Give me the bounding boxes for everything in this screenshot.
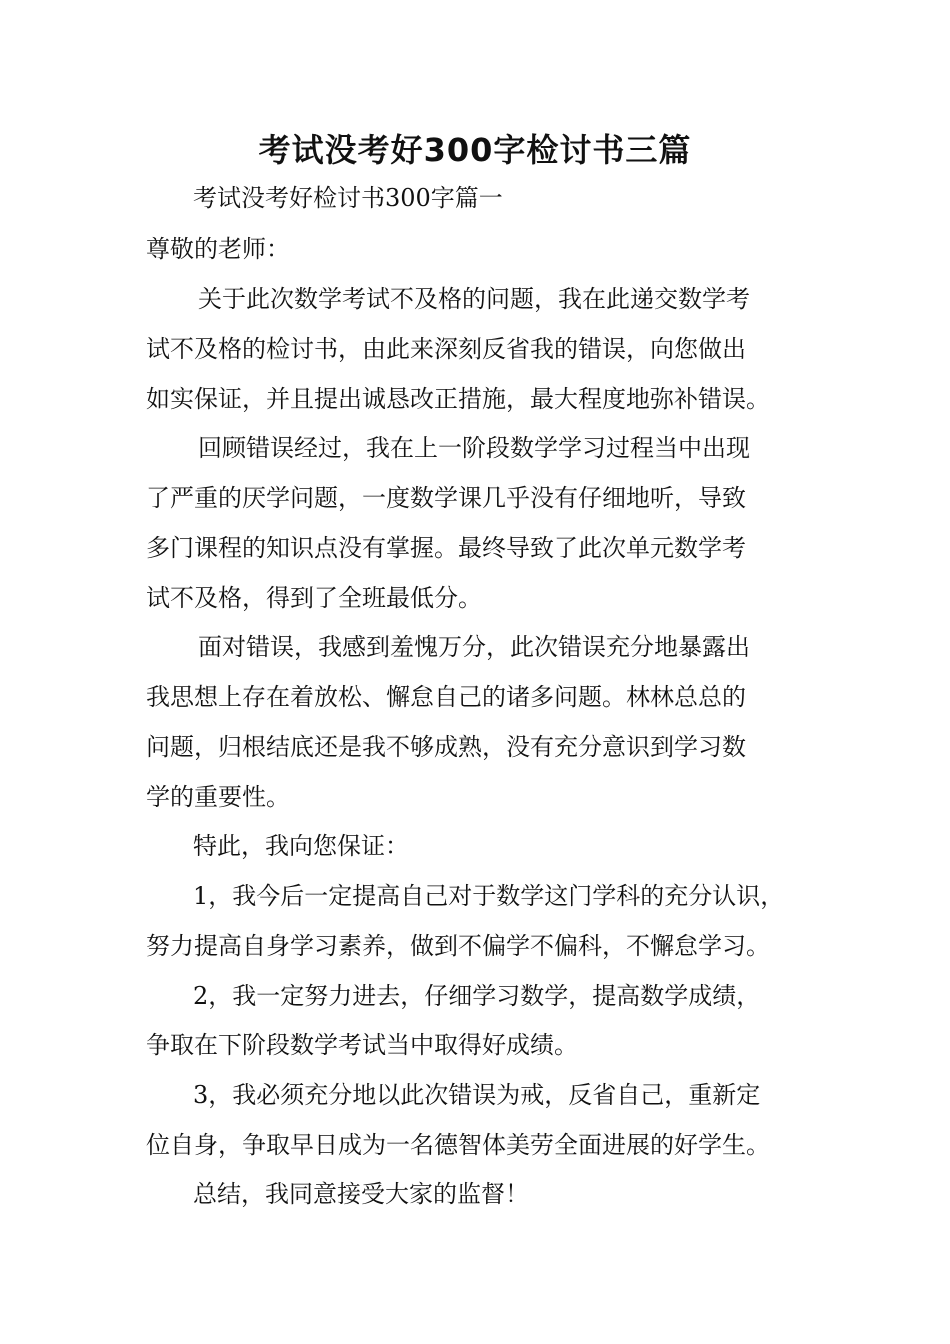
salutation: 尊敬的老师： — [146, 235, 290, 263]
paragraph-line: 1，我今后一定提高自己对于数学这门学科的充分认识， — [193, 882, 785, 910]
document-title: 考试没考好300字检讨书三篇 — [258, 131, 692, 169]
paragraph-line: 问题，归根结底还是我不够成熟，没有充分意识到学习数 — [146, 733, 746, 761]
paragraph-line: 争取在下阶段数学考试当中取得好成绩。 — [146, 1031, 578, 1059]
paragraph-line: 如实保证，并且提出诚恳改正措施，最大程度地弥补错误。 — [146, 385, 770, 413]
paragraph-line: 位自身，争取早日成为一名德智体美劳全面进展的好学生。 — [146, 1131, 770, 1159]
paragraph-line: 多门课程的知识点没有掌握。最终导致了此次单元数学考 — [146, 534, 746, 562]
paragraph-line: 面对错误，我感到羞愧万分，此次错误充分地暴露出 — [198, 633, 750, 661]
paragraph-line: 试不及格，得到了全班最低分。 — [146, 584, 482, 612]
paragraph-line: 我思想上存在着放松、懈怠自己的诸多问题。林林总总的 — [146, 683, 746, 711]
paragraph-line: 努力提高自身学习素养，做到不偏学不偏科，不懈怠学习。 — [146, 932, 770, 960]
paragraph-line: 试不及格的检讨书，由此来深刻反省我的错误，向您做出 — [146, 335, 746, 363]
paragraph-line: 总结，我同意接受大家的监督！ — [193, 1180, 529, 1208]
paragraph-line: 2，我一定努力进去，仔细学习数学，提高数学成绩， — [193, 982, 761, 1010]
paragraph-line: 了严重的厌学问题，一度数学课几乎没有仔细地听，导致 — [146, 484, 746, 512]
paragraph-line: 学的重要性。 — [146, 783, 290, 811]
paragraph-line: 关于此次数学考试不及格的问题，我在此递交数学考 — [198, 285, 750, 313]
paragraph-line: 回顾错误经过，我在上一阶段数学学习过程当中出现 — [198, 434, 750, 462]
paragraph-line: 3，我必须充分地以此次错误为戒，反省自己，重新定 — [193, 1081, 761, 1109]
document-subtitle: 考试没考好检讨书300字篇一 — [193, 184, 503, 212]
paragraph-line: 特此，我向您保证： — [193, 832, 409, 860]
